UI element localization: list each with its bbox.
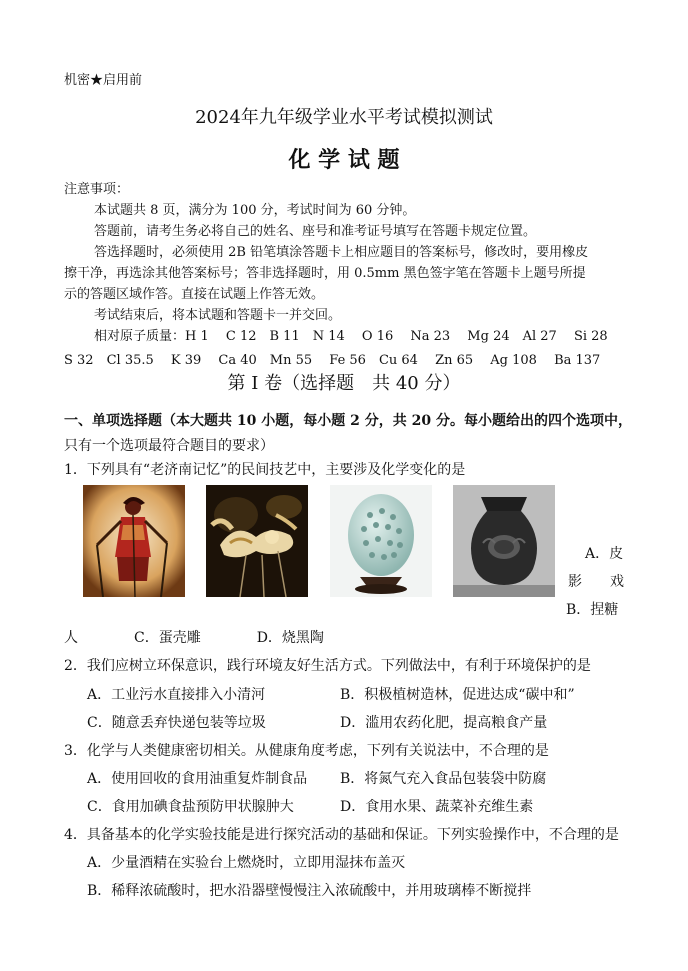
question-3-option-b: B．将氮气充入食品包装袋中防腐	[340, 771, 547, 787]
section-intro-2: 只有一个选项最符合题目的要求）	[64, 438, 274, 454]
confidential-label: 机密★启用前	[64, 73, 143, 88]
notice-line-3: 答选择题时，必须使用 2B 铅笔填涂答题卡上相应题目的答案标号，修改时，要用橡皮	[94, 245, 589, 260]
notice-line-4: 擦干净，再选涂其他答案标号；答非选择题时，用 0.5mm 黑色签字笔在答题卡上题号所提	[64, 266, 586, 281]
shadow-puppet-image	[83, 485, 185, 597]
question-4-option-a: A．少量酒精在实验台上燃烧时，立即用湿抹布盖灭	[87, 855, 406, 871]
question-4-stem: 4．具备基本的化学实验技能是进行探究活动的基础和保证。下列实验操作中，不合理的是	[64, 827, 619, 843]
black-pottery-image	[453, 485, 555, 597]
question-2-option-a: A．工业污水直接排入小清河	[87, 687, 266, 703]
question-2-option-d: D．滥用农药化肥，提高粮食产量	[340, 715, 548, 731]
notice-line-2: 答题前，请考生务必将自己的姓名、座号和准考证号填写在答题卡规定位置。	[94, 224, 537, 239]
section-intro-1: 一、单项选择题（本大题共 10 小题，每小题 2 分，共 20 分。每小题给出的四个选项中，	[64, 413, 632, 429]
eggshell-carving-image	[330, 485, 432, 597]
sugar-figure-image	[206, 485, 308, 597]
subject-title: 化 学 试 题	[288, 147, 400, 173]
question-1-stem: 1．下列具有“老济南记忆”的民间技艺中，主要涉及化学变化的是	[64, 462, 466, 478]
question-2-option-c: C．随意丢弃快递包装等垃圾	[87, 715, 266, 731]
question-3-option-a: A．使用回收的食用油重复炸制食品	[87, 771, 308, 787]
notice-line-5: 示的答题区域作答。直接在试题上作答无效。	[64, 287, 325, 302]
question-1-option-a-part2: 影 戏	[568, 574, 624, 590]
atomic-mass-line-1: 相对原子质量：H 1 C 12 B 11 N 14 O 16 Na 23 Mg 24 Al 27 Si 28	[94, 329, 608, 344]
question-1-option-b: B．捏糖	[566, 602, 619, 618]
notice-line-1: 本试题共 8 页，满分为 100 分，考试时间为 60 分钟。	[94, 203, 416, 218]
question-2-stem: 2．我们应树立环保意识，践行环境友好生活方式。下列做法中，有利于环境保护的是	[64, 658, 591, 674]
notice-line-6: 考试结束后，将本试题和答题卡一并交回。	[94, 308, 342, 323]
section-title: 第 I 卷（选择题 共 40 分）	[227, 373, 461, 394]
question-3-option-c: C．食用加碘食盐预防甲状腺肿大	[87, 799, 294, 815]
question-2-option-b: B．积极植树造林，促进达成“碳中和”	[340, 687, 575, 703]
question-4-option-b: B．稀释浓硫酸时，把水沿器壁慢慢注入浓硫酸中，并用玻璃棒不断搅拌	[87, 883, 532, 899]
question-3-option-d: D．食用水果、蔬菜补充维生素	[340, 799, 534, 815]
question-3-stem: 3．化学与人类健康密切相关。从健康角度考虑，下列有关说法中，不合理的是	[64, 743, 549, 759]
atomic-mass-line-2: S 32 Cl 35.5 K 39 Ca 40 Mn 55 Fe 56 Cu 64 Zn 65 Ag 108 Ba 137	[64, 353, 601, 368]
exam-title: 2024年九年级学业水平考试模拟测试	[195, 107, 493, 128]
question-1-options-wrap: 人 C．蛋壳雕 D．烧黑陶	[64, 630, 324, 646]
notice-heading: 注意事项：	[64, 182, 130, 197]
question-1-option-a-part1: A．皮	[585, 546, 624, 562]
